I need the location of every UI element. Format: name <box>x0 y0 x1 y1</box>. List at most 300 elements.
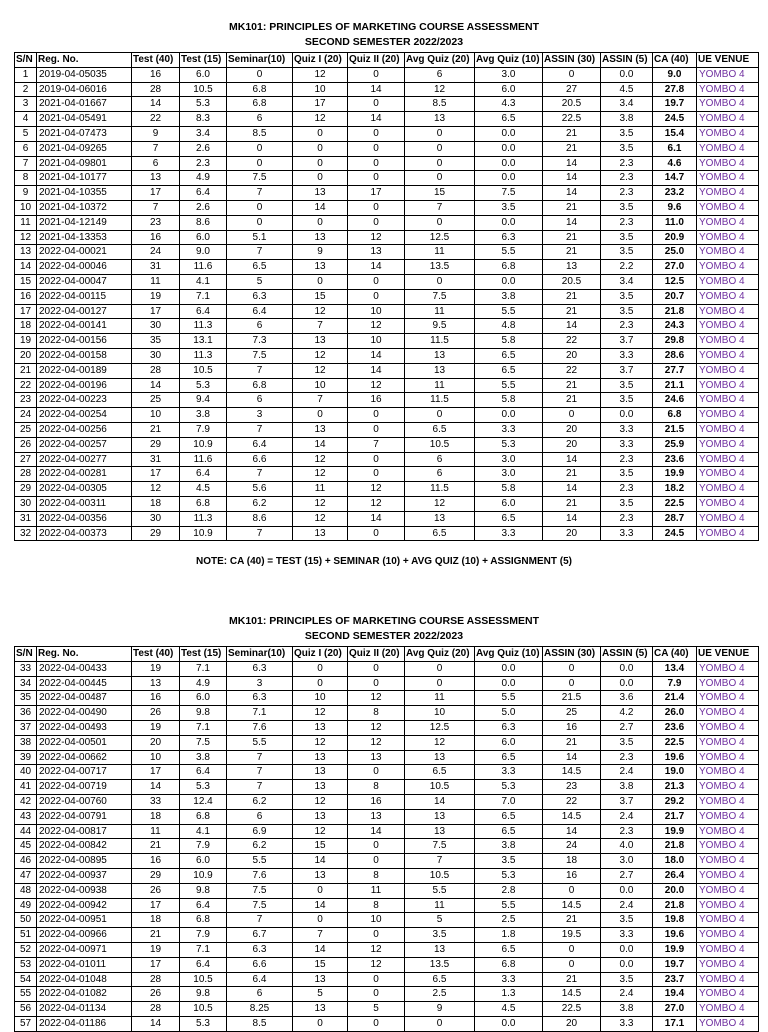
cell-test-40: 13 <box>132 171 180 186</box>
cell-assin-5: 2.2 <box>601 260 653 275</box>
cell-reg-no: 2022-04-00817 <box>37 824 132 839</box>
cell-quiz-1: 12 <box>293 112 348 127</box>
column-header-avg-quiz-20: Avg Quiz (20) <box>405 53 475 68</box>
cell-test-15: 6.8 <box>180 913 227 928</box>
cell-seminar: 5.6 <box>227 482 293 497</box>
cell-quiz-2: 0 <box>348 422 405 437</box>
cell-ue-venue: YOMBO 4 <box>697 82 759 97</box>
cell-test-40: 31 <box>132 452 180 467</box>
cell-ue-venue: YOMBO 4 <box>697 1002 759 1017</box>
cell-avg-quiz-20: 13 <box>405 348 475 363</box>
cell-assin-30: 21 <box>543 200 601 215</box>
cell-avg-quiz-10: 5.0 <box>475 706 543 721</box>
cell-avg-quiz-20: 0 <box>405 1016 475 1031</box>
cell-ca-40: 19.4 <box>653 987 697 1002</box>
cell-test-15: 5.3 <box>180 378 227 393</box>
column-header-reg-no: Reg. No. <box>37 53 132 68</box>
cell-quiz-1: 13 <box>293 186 348 201</box>
cell-reg-no: 2022-04-00895 <box>37 854 132 869</box>
cell-assin-5: 2.4 <box>601 898 653 913</box>
cell-quiz-2: 0 <box>348 97 405 112</box>
cell-seminar: 5.5 <box>227 735 293 750</box>
cell-reg-no: 2022-04-00938 <box>37 883 132 898</box>
cell-ue-venue: YOMBO 4 <box>697 676 759 691</box>
cell-assin-30: 27 <box>543 82 601 97</box>
cell-test-15: 7.9 <box>180 928 227 943</box>
cell-ca-40: 9.0 <box>653 67 697 82</box>
cell-seminar: 6.4 <box>227 437 293 452</box>
cell-seminar: 7 <box>227 363 293 378</box>
cell-seminar: 6.3 <box>227 942 293 957</box>
cell-assin-5: 3.5 <box>601 245 653 260</box>
cell-test-40: 28 <box>132 82 180 97</box>
cell-sn: 38 <box>15 735 37 750</box>
cell-ue-venue: YOMBO 4 <box>697 363 759 378</box>
cell-quiz-2: 0 <box>348 1016 405 1031</box>
cell-ca-40: 27.8 <box>653 82 697 97</box>
cell-assin-5: 3.3 <box>601 1016 653 1031</box>
cell-test-40: 16 <box>132 691 180 706</box>
cell-ca-40: 21.5 <box>653 422 697 437</box>
cell-ue-venue: YOMBO 4 <box>697 334 759 349</box>
cell-avg-quiz-20: 5 <box>405 913 475 928</box>
cell-sn: 7 <box>15 156 37 171</box>
cell-quiz-1: 0 <box>293 141 348 156</box>
cell-ca-40: 26.0 <box>653 706 697 721</box>
cell-quiz-1: 12 <box>293 824 348 839</box>
cell-avg-quiz-20: 10.5 <box>405 437 475 452</box>
cell-sn: 15 <box>15 274 37 289</box>
cell-sn: 14 <box>15 260 37 275</box>
cell-assin-30: 14 <box>543 452 601 467</box>
cell-assin-30: 21 <box>543 230 601 245</box>
cell-quiz-1: 13 <box>293 334 348 349</box>
cell-avg-quiz-10: 3.8 <box>475 839 543 854</box>
cell-seminar: 6.9 <box>227 824 293 839</box>
cell-quiz-2: 0 <box>348 126 405 141</box>
cell-avg-quiz-20: 6 <box>405 452 475 467</box>
cell-avg-quiz-10: 5.5 <box>475 304 543 319</box>
cell-reg-no: 2022-04-01186 <box>37 1016 132 1031</box>
cell-avg-quiz-10: 3.3 <box>475 972 543 987</box>
cell-quiz-2: 0 <box>348 141 405 156</box>
cell-test-15: 13.1 <box>180 334 227 349</box>
cell-reg-no: 2022-04-01011 <box>37 957 132 972</box>
cell-sn: 30 <box>15 496 37 511</box>
cell-ue-venue: YOMBO 4 <box>697 780 759 795</box>
cell-assin-5: 3.5 <box>601 141 653 156</box>
cell-ue-venue: YOMBO 4 <box>697 304 759 319</box>
column-header-test-15: Test (15) <box>180 647 227 662</box>
cell-avg-quiz-20: 7 <box>405 854 475 869</box>
cell-avg-quiz-20: 10.5 <box>405 780 475 795</box>
cell-avg-quiz-20: 6.5 <box>405 526 475 541</box>
cell-assin-30: 20 <box>543 526 601 541</box>
table-row <box>15 735 759 750</box>
column-header-quiz-1: Quiz I (20) <box>293 647 348 662</box>
cell-test-40: 31 <box>132 260 180 275</box>
cell-sn: 2 <box>15 82 37 97</box>
cell-avg-quiz-20: 11 <box>405 245 475 260</box>
table-row <box>15 794 759 809</box>
cell-seminar: 7.5 <box>227 171 293 186</box>
table-row <box>15 467 759 482</box>
cell-quiz-1: 7 <box>293 319 348 334</box>
cell-test-15: 10.9 <box>180 437 227 452</box>
cell-test-15: 4.9 <box>180 676 227 691</box>
cell-test-15: 10.5 <box>180 972 227 987</box>
semester-title: SECOND SEMESTER 2022/2023 <box>304 36 464 48</box>
cell-quiz-1: 11 <box>293 482 348 497</box>
cell-ue-venue: YOMBO 4 <box>697 1016 759 1031</box>
cell-reg-no: 2022-04-00937 <box>37 868 132 883</box>
cell-test-15: 6.8 <box>180 496 227 511</box>
cell-assin-30: 21.5 <box>543 691 601 706</box>
cell-test-40: 17 <box>132 186 180 201</box>
cell-quiz-2: 17 <box>348 186 405 201</box>
cell-ca-40: 12.5 <box>653 274 697 289</box>
cell-avg-quiz-10: 1.8 <box>475 928 543 943</box>
cell-assin-30: 21 <box>543 378 601 393</box>
cell-quiz-1: 12 <box>293 348 348 363</box>
cell-avg-quiz-10: 2.5 <box>475 913 543 928</box>
cell-seminar: 6.8 <box>227 378 293 393</box>
cell-test-40: 35 <box>132 334 180 349</box>
cell-assin-5: 3.8 <box>601 112 653 127</box>
cell-sn: 56 <box>15 1002 37 1017</box>
cell-avg-quiz-20: 12 <box>405 82 475 97</box>
table-row <box>15 363 759 378</box>
cell-ue-venue: YOMBO 4 <box>697 526 759 541</box>
cell-quiz-2: 0 <box>348 467 405 482</box>
cell-avg-quiz-10: 3.0 <box>475 452 543 467</box>
semester-title: SECOND SEMESTER 2022/2023 <box>304 630 464 642</box>
table-row <box>15 972 759 987</box>
cell-quiz-1: 13 <box>293 780 348 795</box>
cell-quiz-1: 13 <box>293 526 348 541</box>
table-row <box>15 437 759 452</box>
cell-ca-40: 9.6 <box>653 200 697 215</box>
cell-test-40: 14 <box>132 780 180 795</box>
cell-quiz-1: 15 <box>293 957 348 972</box>
cell-quiz-2: 0 <box>348 676 405 691</box>
cell-test-15: 10.9 <box>180 868 227 883</box>
cell-assin-30: 21 <box>543 735 601 750</box>
cell-test-40: 29 <box>132 526 180 541</box>
cell-test-15: 9.8 <box>180 987 227 1002</box>
cell-assin-30: 0 <box>543 676 601 691</box>
cell-quiz-1: 12 <box>293 794 348 809</box>
cell-assin-5: 2.4 <box>601 987 653 1002</box>
cell-reg-no: 2022-04-00719 <box>37 780 132 795</box>
cell-reg-no: 2022-04-00115 <box>37 289 132 304</box>
cell-test-15: 6.4 <box>180 765 227 780</box>
cell-test-15: 11.3 <box>180 348 227 363</box>
cell-reg-no: 2022-04-00141 <box>37 319 132 334</box>
cell-assin-30: 21 <box>543 126 601 141</box>
cell-seminar: 7.5 <box>227 883 293 898</box>
cell-quiz-2: 0 <box>348 274 405 289</box>
cell-sn: 45 <box>15 839 37 854</box>
cell-test-15: 6.4 <box>180 957 227 972</box>
cell-test-40: 28 <box>132 1002 180 1017</box>
cell-avg-quiz-10: 3.0 <box>475 467 543 482</box>
cell-ca-40: 6.8 <box>653 408 697 423</box>
cell-quiz-1: 0 <box>293 156 348 171</box>
cell-avg-quiz-10: 6.5 <box>475 348 543 363</box>
cell-seminar: 8.5 <box>227 126 293 141</box>
cell-ue-venue: YOMBO 4 <box>697 348 759 363</box>
cell-avg-quiz-10: 5.8 <box>475 334 543 349</box>
cell-sn: 12 <box>15 230 37 245</box>
cell-test-40: 21 <box>132 422 180 437</box>
cell-quiz-1: 13 <box>293 422 348 437</box>
cell-ca-40: 17.1 <box>653 1016 697 1031</box>
cell-ue-venue: YOMBO 4 <box>697 824 759 839</box>
cell-quiz-2: 7 <box>348 437 405 452</box>
cell-test-40: 16 <box>132 230 180 245</box>
cell-seminar: 6 <box>227 809 293 824</box>
cell-quiz-1: 12 <box>293 706 348 721</box>
cell-reg-no: 2022-04-00356 <box>37 511 132 526</box>
cell-reg-no: 2021-04-05491 <box>37 112 132 127</box>
cell-quiz-2: 0 <box>348 289 405 304</box>
cell-seminar: 6.3 <box>227 289 293 304</box>
cell-avg-quiz-10: 6.0 <box>475 496 543 511</box>
cell-ue-venue: YOMBO 4 <box>697 408 759 423</box>
cell-assin-5: 3.5 <box>601 972 653 987</box>
cell-quiz-1: 10 <box>293 378 348 393</box>
cell-test-40: 14 <box>132 378 180 393</box>
cell-quiz-1: 14 <box>293 942 348 957</box>
cell-test-15: 7.9 <box>180 422 227 437</box>
cell-quiz-1: 13 <box>293 720 348 735</box>
cell-quiz-1: 0 <box>293 171 348 186</box>
cell-assin-30: 0 <box>543 942 601 957</box>
cell-avg-quiz-10: 3.5 <box>475 854 543 869</box>
cell-quiz-2: 14 <box>348 511 405 526</box>
cell-quiz-1: 13 <box>293 260 348 275</box>
cell-avg-quiz-20: 6.5 <box>405 765 475 780</box>
cell-test-15: 7.1 <box>180 289 227 304</box>
cell-quiz-1: 0 <box>293 408 348 423</box>
cell-quiz-1: 0 <box>293 913 348 928</box>
column-header-ue-venue: UE VENUE <box>697 53 759 68</box>
cell-ca-40: 19.6 <box>653 928 697 943</box>
cell-quiz-1: 13 <box>293 1002 348 1017</box>
column-header-assin-30: ASSIN (30) <box>543 647 601 662</box>
cell-assin-30: 21 <box>543 972 601 987</box>
cell-quiz-1: 13 <box>293 750 348 765</box>
cell-sn: 19 <box>15 334 37 349</box>
cell-assin-5: 3.3 <box>601 422 653 437</box>
cell-reg-no: 2022-04-00305 <box>37 482 132 497</box>
cell-quiz-2: 0 <box>348 839 405 854</box>
table-row <box>15 171 759 186</box>
table-row <box>15 868 759 883</box>
cell-test-40: 28 <box>132 972 180 987</box>
cell-assin-30: 22.5 <box>543 1002 601 1017</box>
cell-sn: 36 <box>15 706 37 721</box>
cell-test-40: 17 <box>132 957 180 972</box>
cell-quiz-2: 10 <box>348 913 405 928</box>
cell-reg-no: 2022-04-00942 <box>37 898 132 913</box>
cell-quiz-2: 11 <box>348 883 405 898</box>
cell-avg-quiz-20: 14 <box>405 794 475 809</box>
table-row <box>15 957 759 972</box>
cell-test-15: 6.4 <box>180 304 227 319</box>
cell-ue-venue: YOMBO 4 <box>697 883 759 898</box>
cell-test-15: 6.8 <box>180 809 227 824</box>
cell-quiz-2: 14 <box>348 348 405 363</box>
cell-test-40: 21 <box>132 928 180 943</box>
cell-avg-quiz-20: 9 <box>405 1002 475 1017</box>
cell-seminar: 7.6 <box>227 720 293 735</box>
cell-seminar: 7 <box>227 245 293 260</box>
cell-avg-quiz-10: 0.0 <box>475 141 543 156</box>
assessment-title-2 <box>0 614 768 644</box>
cell-ca-40: 21.1 <box>653 378 697 393</box>
cell-avg-quiz-20: 0 <box>405 661 475 676</box>
cell-seminar: 8.6 <box>227 511 293 526</box>
cell-quiz-1: 13 <box>293 972 348 987</box>
cell-avg-quiz-20: 15 <box>405 186 475 201</box>
assessment-title-1 <box>0 20 768 50</box>
cell-assin-5: 3.5 <box>601 913 653 928</box>
cell-assin-5: 3.7 <box>601 363 653 378</box>
cell-quiz-2: 0 <box>348 452 405 467</box>
cell-reg-no: 2022-04-00717 <box>37 765 132 780</box>
cell-test-40: 25 <box>132 393 180 408</box>
cell-ue-venue: YOMBO 4 <box>697 898 759 913</box>
cell-test-15: 9.8 <box>180 706 227 721</box>
cell-ue-venue: YOMBO 4 <box>697 230 759 245</box>
cell-quiz-2: 0 <box>348 661 405 676</box>
cell-reg-no: 2019-04-06016 <box>37 82 132 97</box>
cell-avg-quiz-10: 0.0 <box>475 171 543 186</box>
cell-ue-venue: YOMBO 4 <box>697 171 759 186</box>
cell-ca-40: 21.4 <box>653 691 697 706</box>
cell-avg-quiz-10: 6.8 <box>475 260 543 275</box>
cell-assin-5: 3.6 <box>601 691 653 706</box>
cell-assin-5: 3.7 <box>601 794 653 809</box>
cell-quiz-2: 5 <box>348 1002 405 1017</box>
cell-ue-venue: YOMBO 4 <box>697 987 759 1002</box>
cell-avg-quiz-10: 2.8 <box>475 883 543 898</box>
cell-avg-quiz-20: 11.5 <box>405 482 475 497</box>
table-row <box>15 511 759 526</box>
cell-quiz-1: 0 <box>293 274 348 289</box>
cell-ue-venue: YOMBO 4 <box>697 67 759 82</box>
cell-sn: 54 <box>15 972 37 987</box>
table-row <box>15 304 759 319</box>
cell-test-15: 4.5 <box>180 482 227 497</box>
cell-reg-no: 2022-04-00842 <box>37 839 132 854</box>
cell-test-40: 7 <box>132 141 180 156</box>
cell-avg-quiz-20: 12 <box>405 735 475 750</box>
cell-avg-quiz-20: 7.5 <box>405 289 475 304</box>
table-row <box>15 319 759 334</box>
cell-seminar: 0 <box>227 156 293 171</box>
cell-avg-quiz-10: 0.0 <box>475 215 543 230</box>
column-header-sn: S/N <box>15 647 37 662</box>
cell-quiz-1: 12 <box>293 304 348 319</box>
cell-sn: 17 <box>15 304 37 319</box>
cell-quiz-2: 0 <box>348 972 405 987</box>
cell-quiz-2: 0 <box>348 928 405 943</box>
cell-avg-quiz-10: 6.5 <box>475 511 543 526</box>
cell-avg-quiz-20: 13 <box>405 809 475 824</box>
cell-quiz-2: 10 <box>348 304 405 319</box>
cell-avg-quiz-10: 3.3 <box>475 765 543 780</box>
cell-quiz-2: 14 <box>348 824 405 839</box>
cell-assin-30: 21 <box>543 141 601 156</box>
table-row <box>15 824 759 839</box>
cell-reg-no: 2022-04-00791 <box>37 809 132 824</box>
cell-assin-5: 0.0 <box>601 883 653 898</box>
cell-avg-quiz-20: 6 <box>405 67 475 82</box>
cell-seminar: 7 <box>227 750 293 765</box>
cell-quiz-1: 13 <box>293 765 348 780</box>
table-row <box>15 112 759 127</box>
cell-test-40: 24 <box>132 245 180 260</box>
cell-assin-5: 2.7 <box>601 720 653 735</box>
cell-ue-venue: YOMBO 4 <box>697 942 759 957</box>
cell-seminar: 7.3 <box>227 334 293 349</box>
cell-ue-venue: YOMBO 4 <box>697 156 759 171</box>
cell-ue-venue: YOMBO 4 <box>697 706 759 721</box>
table-row <box>15 186 759 201</box>
cell-assin-5: 3.8 <box>601 780 653 795</box>
cell-seminar: 6 <box>227 987 293 1002</box>
cell-quiz-2: 12 <box>348 378 405 393</box>
table-row <box>15 245 759 260</box>
assessment-table-1 <box>14 52 759 541</box>
cell-seminar: 7 <box>227 765 293 780</box>
cell-sn: 49 <box>15 898 37 913</box>
cell-ca-40: 14.7 <box>653 171 697 186</box>
cell-ca-40: 15.4 <box>653 126 697 141</box>
cell-quiz-1: 0 <box>293 215 348 230</box>
cell-avg-quiz-10: 6.5 <box>475 809 543 824</box>
cell-reg-no: 2022-04-01134 <box>37 1002 132 1017</box>
cell-quiz-2: 12 <box>348 496 405 511</box>
cell-reg-no: 2021-04-09801 <box>37 156 132 171</box>
cell-quiz-2: 8 <box>348 706 405 721</box>
cell-avg-quiz-20: 8.5 <box>405 97 475 112</box>
cell-test-15: 8.3 <box>180 112 227 127</box>
cell-ue-venue: YOMBO 4 <box>697 422 759 437</box>
cell-quiz-2: 12 <box>348 957 405 972</box>
cell-test-15: 10.9 <box>180 526 227 541</box>
cell-assin-5: 3.5 <box>601 467 653 482</box>
cell-ue-venue: YOMBO 4 <box>697 496 759 511</box>
cell-assin-30: 22 <box>543 363 601 378</box>
cell-avg-quiz-10: 0.0 <box>475 676 543 691</box>
cell-seminar: 5.5 <box>227 854 293 869</box>
cell-assin-5: 3.0 <box>601 854 653 869</box>
cell-assin-30: 23 <box>543 780 601 795</box>
cell-avg-quiz-20: 13 <box>405 363 475 378</box>
cell-test-40: 11 <box>132 824 180 839</box>
cell-quiz-2: 12 <box>348 720 405 735</box>
cell-reg-no: 2022-04-00433 <box>37 661 132 676</box>
cell-quiz-1: 15 <box>293 289 348 304</box>
cell-quiz-1: 15 <box>293 839 348 854</box>
cell-test-15: 11.6 <box>180 260 227 275</box>
table-row <box>15 393 759 408</box>
cell-assin-5: 3.3 <box>601 526 653 541</box>
